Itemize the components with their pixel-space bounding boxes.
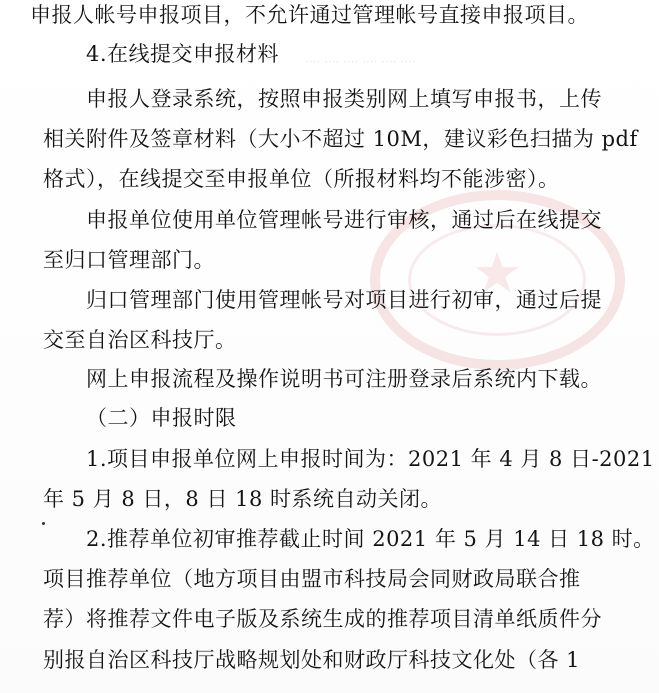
section-heading-deadline: （二）申报时限 bbox=[86, 406, 237, 430]
text-line-15: 项目推荐单位（地方项目由盟市科技局会同财政局联合推 bbox=[43, 567, 581, 591]
text-line-17: 别报自治区科技厅战略规划处和财政厅科技文化处（各 1 bbox=[43, 648, 581, 672]
text-line-6: 申报单位使用单位管理帐号进行审核，通过后在线提交 bbox=[86, 208, 602, 232]
show-through-text-icon: ···· ···· ···· ···· ···· ···· bbox=[305, 55, 416, 69]
text-line-3: 申报人登录系统，按照申报类别网上填写申报书，上传 bbox=[86, 87, 602, 111]
text-line-13: 年 5 月 8 日，8 日 18 时系统自动关闭。 bbox=[43, 487, 443, 511]
text-line-16: 荐）将推荐文件电子版及系统生成的推荐项目清单纸质件分 bbox=[43, 607, 602, 631]
section-heading-online-submit: 4.在线提交申报材料 bbox=[86, 42, 280, 66]
text-line-7: 至归口管理部门。 bbox=[43, 248, 215, 272]
text-line-1: 申报人帐号申报项目，不允许通过管理帐号直接申报项目。 bbox=[30, 3, 589, 27]
text-line-14: 2.推荐单位初审推荐截止时间 2021 年 5 月 14 日 18 时。 bbox=[86, 527, 655, 551]
text-line-5: 格式），在线提交至申报单位（所报材料均不能涉密）。 bbox=[43, 167, 560, 191]
text-line-9: 交至自治区科技厅。 bbox=[43, 328, 237, 352]
text-line-4: 相关附件及签章材料（大小不超过 10M，建议彩色扫描为 pdf bbox=[43, 127, 638, 151]
seal-star-icon: ★ bbox=[472, 241, 523, 306]
text-line-12: 1.项目申报单位网上申报时间为：2021 年 4 月 8 日-2021 bbox=[86, 447, 655, 471]
seal-inner-ring-icon bbox=[408, 224, 586, 336]
text-line-8: 归口管理部门使用管理帐号对项目进行初审，通过后提 bbox=[86, 288, 602, 312]
scan-speck-icon bbox=[42, 522, 45, 525]
text-line-10: 网上申报流程及操作说明书可注册登录后系统内下载。 bbox=[86, 367, 602, 391]
